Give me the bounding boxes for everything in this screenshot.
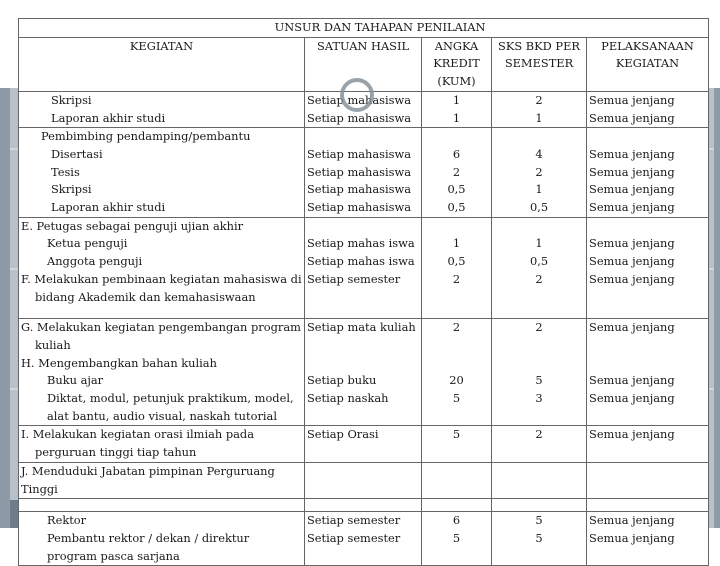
- col-header-kegiatan: KEGIATAN: [19, 37, 305, 91]
- sks-cell: 0,5: [492, 199, 587, 217]
- satuan-cell: Setiap naskah: [307, 391, 389, 406]
- kegiatan-cell: Laporan akhir studi: [19, 199, 305, 217]
- angka-cell: 2: [422, 319, 492, 355]
- kegiatan-cell: J. Menduduki Jabatan pimpinan Perguruang Tinggi: [19, 462, 305, 498]
- kegiatan-cell: Buku ajar: [19, 372, 305, 390]
- table-row: [19, 319, 709, 355]
- sks-cell: 2: [492, 271, 587, 306]
- sks-cell: 2: [492, 426, 587, 462]
- table-title: UNSUR DAN TAHAPAN PENILAIAN: [19, 19, 492, 38]
- pelaksanaan-cell: Semua jenjang: [587, 181, 709, 199]
- satuan-cell: Setiap mahasiswa: [307, 182, 412, 197]
- sks-cell: 1: [492, 110, 587, 128]
- sks-cell: 4: [492, 146, 587, 164]
- angka-cell: 20: [422, 372, 492, 390]
- table-row: [19, 462, 709, 498]
- sks-cell: 5: [492, 372, 587, 390]
- satuan-cell: Setiap buku: [307, 373, 377, 388]
- satuan-cell: Setiap mahasiswa: [307, 110, 412, 125]
- satuan-cell: Setiap mahasiswa: [307, 200, 412, 215]
- sks-cell: 2: [492, 319, 587, 355]
- pelaksanaan-cell: Semua jenjang: [587, 426, 709, 462]
- pelaksanaan-cell: Semua jenjang: [587, 199, 709, 217]
- kegiatan-cell: Skripsi: [19, 91, 305, 109]
- kegiatan-cell: I. Melakukan kegiatan orasi ilmiah pada perguruan tinggi tiap tahun: [19, 426, 305, 462]
- pelaksanaan-cell: Semua jenjang: [587, 164, 709, 182]
- left-accent-bar: [0, 88, 10, 528]
- kegiatan-cell: Skripsi: [19, 181, 305, 199]
- satuan-cell: Setiap mahasiswa: [305, 91, 422, 109]
- table-row: [19, 271, 709, 306]
- angka-cell: 1: [422, 110, 492, 128]
- kegiatan-cell: Laporan akhir studi: [19, 110, 305, 128]
- right-accent-bar: [714, 88, 720, 528]
- angka-cell: 0,5: [422, 181, 492, 199]
- angka-cell: 1: [422, 91, 492, 109]
- angka-cell: 5: [422, 530, 492, 566]
- sks-cell: 1: [492, 235, 587, 253]
- kegiatan-cell: F. Melakukan pembinaan kegiatan mahasiswa di bidang Akademik dan kemahasiswaan: [19, 271, 305, 306]
- table-row: [19, 372, 709, 390]
- kegiatan-cell: E. Petugas sebagai penguji ujian akhir: [19, 217, 305, 235]
- kegiatan-cell: G. Melakukan kegiatan pengembangan program kuliah: [19, 319, 305, 355]
- satuan-cell: Setiap mahasiswa: [307, 146, 412, 161]
- angka-cell: 1: [422, 235, 492, 253]
- sks-cell: 3: [492, 390, 587, 426]
- kegiatan-cell: Pembimbing pendamping/pembantu: [19, 128, 305, 146]
- sks-cell: 5: [492, 512, 587, 530]
- sks-cell: 2: [492, 164, 587, 182]
- pelaksanaan-cell: Semua jenjang: [587, 235, 709, 253]
- angka-cell: 5: [422, 390, 492, 426]
- table-row: [19, 390, 709, 426]
- satuan-cell: Setiap mahas iswa: [307, 236, 415, 251]
- table-row: [19, 235, 709, 253]
- satuan-cell: Setiap mata kuliah: [305, 319, 422, 355]
- satuan-cell: Setiap semester: [307, 271, 401, 286]
- table-row: [19, 426, 709, 462]
- pelaksanaan-cell: Semua jenjang: [587, 530, 709, 566]
- kegiatan-cell: H. Mengembangkan bahan kuliah: [19, 355, 305, 373]
- table-row: [19, 146, 709, 164]
- angka-cell: 0,5: [422, 199, 492, 217]
- pelaksanaan-cell: Semua jenjang: [587, 319, 709, 355]
- table-row: [19, 217, 709, 235]
- kegiatan-cell: Anggota penguji: [19, 253, 305, 271]
- table-row: [19, 110, 709, 128]
- table-row: [19, 181, 709, 199]
- pelaksanaan-cell: Semua jenjang: [587, 271, 709, 306]
- pelaksanaan-cell: Semua jenjang: [587, 110, 709, 128]
- angka-cell: 6: [422, 512, 492, 530]
- col-header-satuan: SATUAN HASIL: [305, 37, 422, 91]
- pelaksanaan-cell: Semua jenjang: [587, 91, 709, 109]
- satuan-cell: Setiap mahas iswa: [307, 254, 415, 269]
- sks-cell: 2: [492, 91, 587, 109]
- sks-cell: 1: [492, 181, 587, 199]
- pelaksanaan-cell: Semua jenjang: [587, 146, 709, 164]
- table-row: [19, 253, 709, 271]
- col-header-pelaksanaan: PELAKSANAAN KEGIATAN: [587, 37, 709, 91]
- sks-cell: 0,5: [492, 253, 587, 271]
- col-header-angka: ANGKA KREDIT (KUM): [422, 37, 492, 91]
- kegiatan-cell: Disertasi: [19, 146, 305, 164]
- angka-cell: 2: [422, 271, 492, 306]
- angka-cell: 2: [422, 164, 492, 182]
- circle-icon: [340, 78, 374, 112]
- table-row: [19, 512, 709, 530]
- sks-cell: 5: [492, 530, 587, 566]
- table-row: [19, 199, 709, 217]
- angka-cell: 6: [422, 146, 492, 164]
- pelaksanaan-cell: Semua jenjang: [587, 512, 709, 530]
- pelaksanaan-cell: Semua jenjang: [587, 372, 709, 390]
- kegiatan-cell: Ketua penguji: [19, 235, 305, 253]
- satuan-cell: Setiap Orasi: [305, 426, 422, 462]
- table-row: [19, 530, 709, 566]
- kegiatan-cell: Tesis: [19, 164, 305, 182]
- satuan-cell: Setiap mahasiswa: [307, 164, 412, 179]
- kegiatan-cell: Pembantu rektor / dekan / direktur program pasca sarjana: [19, 530, 305, 566]
- table-row: [19, 128, 709, 146]
- satuan-cell: Setiap semester: [305, 512, 422, 530]
- pelaksanaan-cell: Semua jenjang: [587, 390, 709, 426]
- kegiatan-cell: Diktat, modul, petunjuk praktikum, model, alat bantu, audio visual, naskah tutorial: [19, 390, 305, 426]
- table-row: [19, 164, 709, 182]
- pelaksanaan-cell: Semua jenjang: [587, 253, 709, 271]
- satuan-cell: Setiap semester: [305, 530, 422, 566]
- kegiatan-cell: Rektor: [19, 512, 305, 530]
- angka-cell: 5: [422, 426, 492, 462]
- col-header-sks: SKS BKD PER SEMESTER: [492, 37, 587, 91]
- angka-cell: 0,5: [422, 253, 492, 271]
- table-row: [19, 355, 709, 373]
